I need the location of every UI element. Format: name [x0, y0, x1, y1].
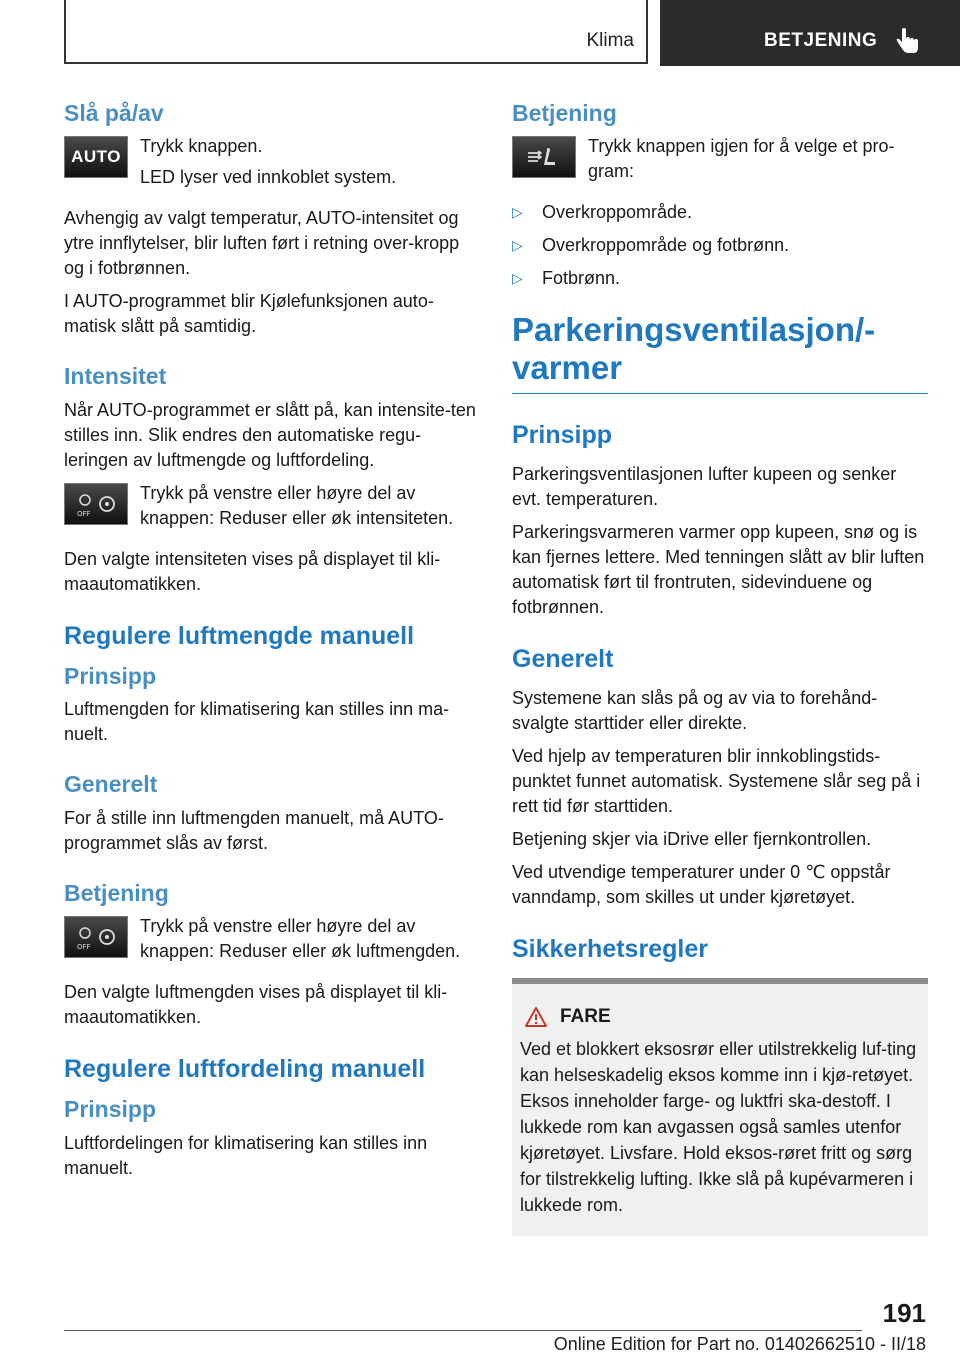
subheading-prinsipp: Prinsipp — [64, 1096, 157, 1123]
right-column — [512, 100, 928, 1236]
heading-slaa-paa-av: Slå på/av — [64, 100, 164, 126]
svg-text:OFF: OFF — [77, 509, 91, 518]
heading-regulere-luftfordeling: Regulere luftfordeling manuell — [64, 1055, 426, 1084]
airflow-button-text: Trykk knappen igjen for å velge et pro-gram: — [588, 136, 895, 182]
paragraph: Systemene kan slås på og av via to forehånd-svalgte starttider eller direkte. — [512, 688, 878, 734]
fan-button-image — [64, 916, 128, 958]
paragraph: Parkeringsventilasjonen lufter kupeen og senker evt. temperaturen. — [512, 464, 897, 510]
heading-sikkerhetsregler: Sikkerhetsregler — [512, 935, 708, 964]
auto-button-row — [64, 134, 480, 196]
paragraph: Avhengig av valgt temperatur, AUTO-intensitet og ytre innflytelser, blir luften ført i retning over-kropp og i fotbrønnen. — [64, 208, 460, 279]
seat-airflow-icon — [524, 142, 564, 172]
airflow-program-list — [512, 200, 928, 291]
header-section-label: Klima — [586, 30, 634, 51]
paragraph: Luftmengden for klimatisering kan stilles inn ma-nuelt. — [64, 699, 450, 745]
paragraph: Når AUTO-programmet er slått på, kan intensite-ten stilles inn. Slik endres den automatiske regu-leringen av luftmengde og luftfordeling. — [64, 399, 476, 470]
heading-prinsipp: Prinsipp — [512, 421, 613, 450]
paragraph: Ved utvendige temperaturer under 0 ℃ oppstår vanndamp, som skilles ut under kjøretøyet. — [512, 862, 891, 908]
auto-button-label: AUTO — [71, 147, 121, 167]
paragraph: Ved hjelp av temperaturen blir innkoblingstids-punktet funnet automatisk. Systemene slår seg på i rett tid før starttiden. — [512, 746, 921, 817]
warning-text: Ved et blokkert eksosrør eller utilstrekkelig luf-ting kan helseskadelig eksos komme inn i kjø-retøyet. Eksos inneholder farge- og luktfri ska-destoff. I lukkede rom kan avgassen også samles utenfor kjøretøyet. Livsfare. Hold eksos-røret fritt og sørg for tilstrekkelig lufting. Ikke slå på kupévarmeren i lukkede rom. — [520, 1039, 917, 1216]
header-chapter-label: BETJENING — [764, 30, 878, 51]
svg-text:OFF: OFF — [77, 943, 91, 952]
paragraph: I AUTO-programmet blir Kjølefunksjonen auto-matisk slått på samtidig. — [64, 291, 434, 337]
paragraph: Parkeringsvarmeren varmer opp kupeen, snø og is kan fjernes lettere. Med tenningen slått av blir luften automatisk ført til frontruten, sidevinduene og fotbrønnen. — [512, 522, 925, 618]
paragraph: Luftfordelingen for klimatisering kan stilles inn manuelt. — [64, 1132, 428, 1178]
subheading-prinsipp: Prinsipp — [64, 662, 157, 689]
page-number: 191 — [882, 1298, 926, 1328]
warning-label: FARE — [560, 1006, 611, 1028]
left-column — [64, 100, 480, 1189]
list-item: ▷ Fotbrønn. — [512, 266, 928, 291]
heading-generelt: Generelt — [512, 645, 614, 674]
fan-button-image — [64, 483, 128, 525]
heading-intensitet: Intensitet — [64, 363, 167, 390]
warning-triangle-icon — [524, 1006, 548, 1028]
paragraph: Den valgte luftmengden vises på displayet til kli-maautomatikken. — [64, 982, 448, 1028]
pointing-hand-icon — [896, 26, 922, 54]
airflow-button-row — [512, 134, 928, 190]
auto-button-text-1: Trykk knappen. — [140, 136, 263, 157]
header-chapter-box — [660, 0, 960, 66]
fan-icon — [71, 489, 121, 519]
auto-button-image — [64, 136, 128, 178]
fan-button-row — [64, 481, 480, 537]
fan-icon — [71, 922, 121, 952]
paragraph: Den valgte intensiteten vises på displayet til kli-maautomatikken. — [64, 548, 441, 594]
header-section-box — [64, 0, 648, 64]
danger-warning-box — [512, 978, 928, 1236]
footer-edition: Online Edition for Part no. 01402662510 - II/18 — [553, 1334, 926, 1354]
auto-button-text-2: LED lyser ved innkoblet system. — [140, 167, 397, 188]
airflow-button-image — [512, 136, 576, 178]
main-heading-block — [512, 311, 928, 394]
heading-betjening: Betjening — [512, 100, 617, 126]
heading-parkeringsventilasjon: Parkeringsventilasjon/-varmer — [512, 311, 876, 387]
fan-button-text: Trykk på venstre eller høyre del av knappen: Reduser eller øk intensiteten. — [140, 482, 454, 528]
footer-rule — [64, 1330, 862, 1331]
subheading-betjening: Betjening — [64, 879, 169, 906]
heading-regulere-luftmengde: Regulere luftmengde manuell — [64, 621, 415, 650]
list-item: ▷ Overkroppområde og fotbrønn. — [512, 233, 928, 258]
subheading-generelt: Generelt — [64, 771, 158, 798]
fan-button-row — [64, 914, 480, 970]
paragraph: For å stille inn luftmengden manuelt, må AUTO-programmet slås av først. — [64, 807, 444, 853]
list-item: ▷ Overkroppområde. — [512, 200, 928, 225]
paragraph: Betjening skjer via iDrive eller fjernkontrollen. — [512, 829, 872, 850]
fan-button-text: Trykk på venstre eller høyre del av knappen: Reduser eller øk luftmengden. — [140, 916, 461, 962]
